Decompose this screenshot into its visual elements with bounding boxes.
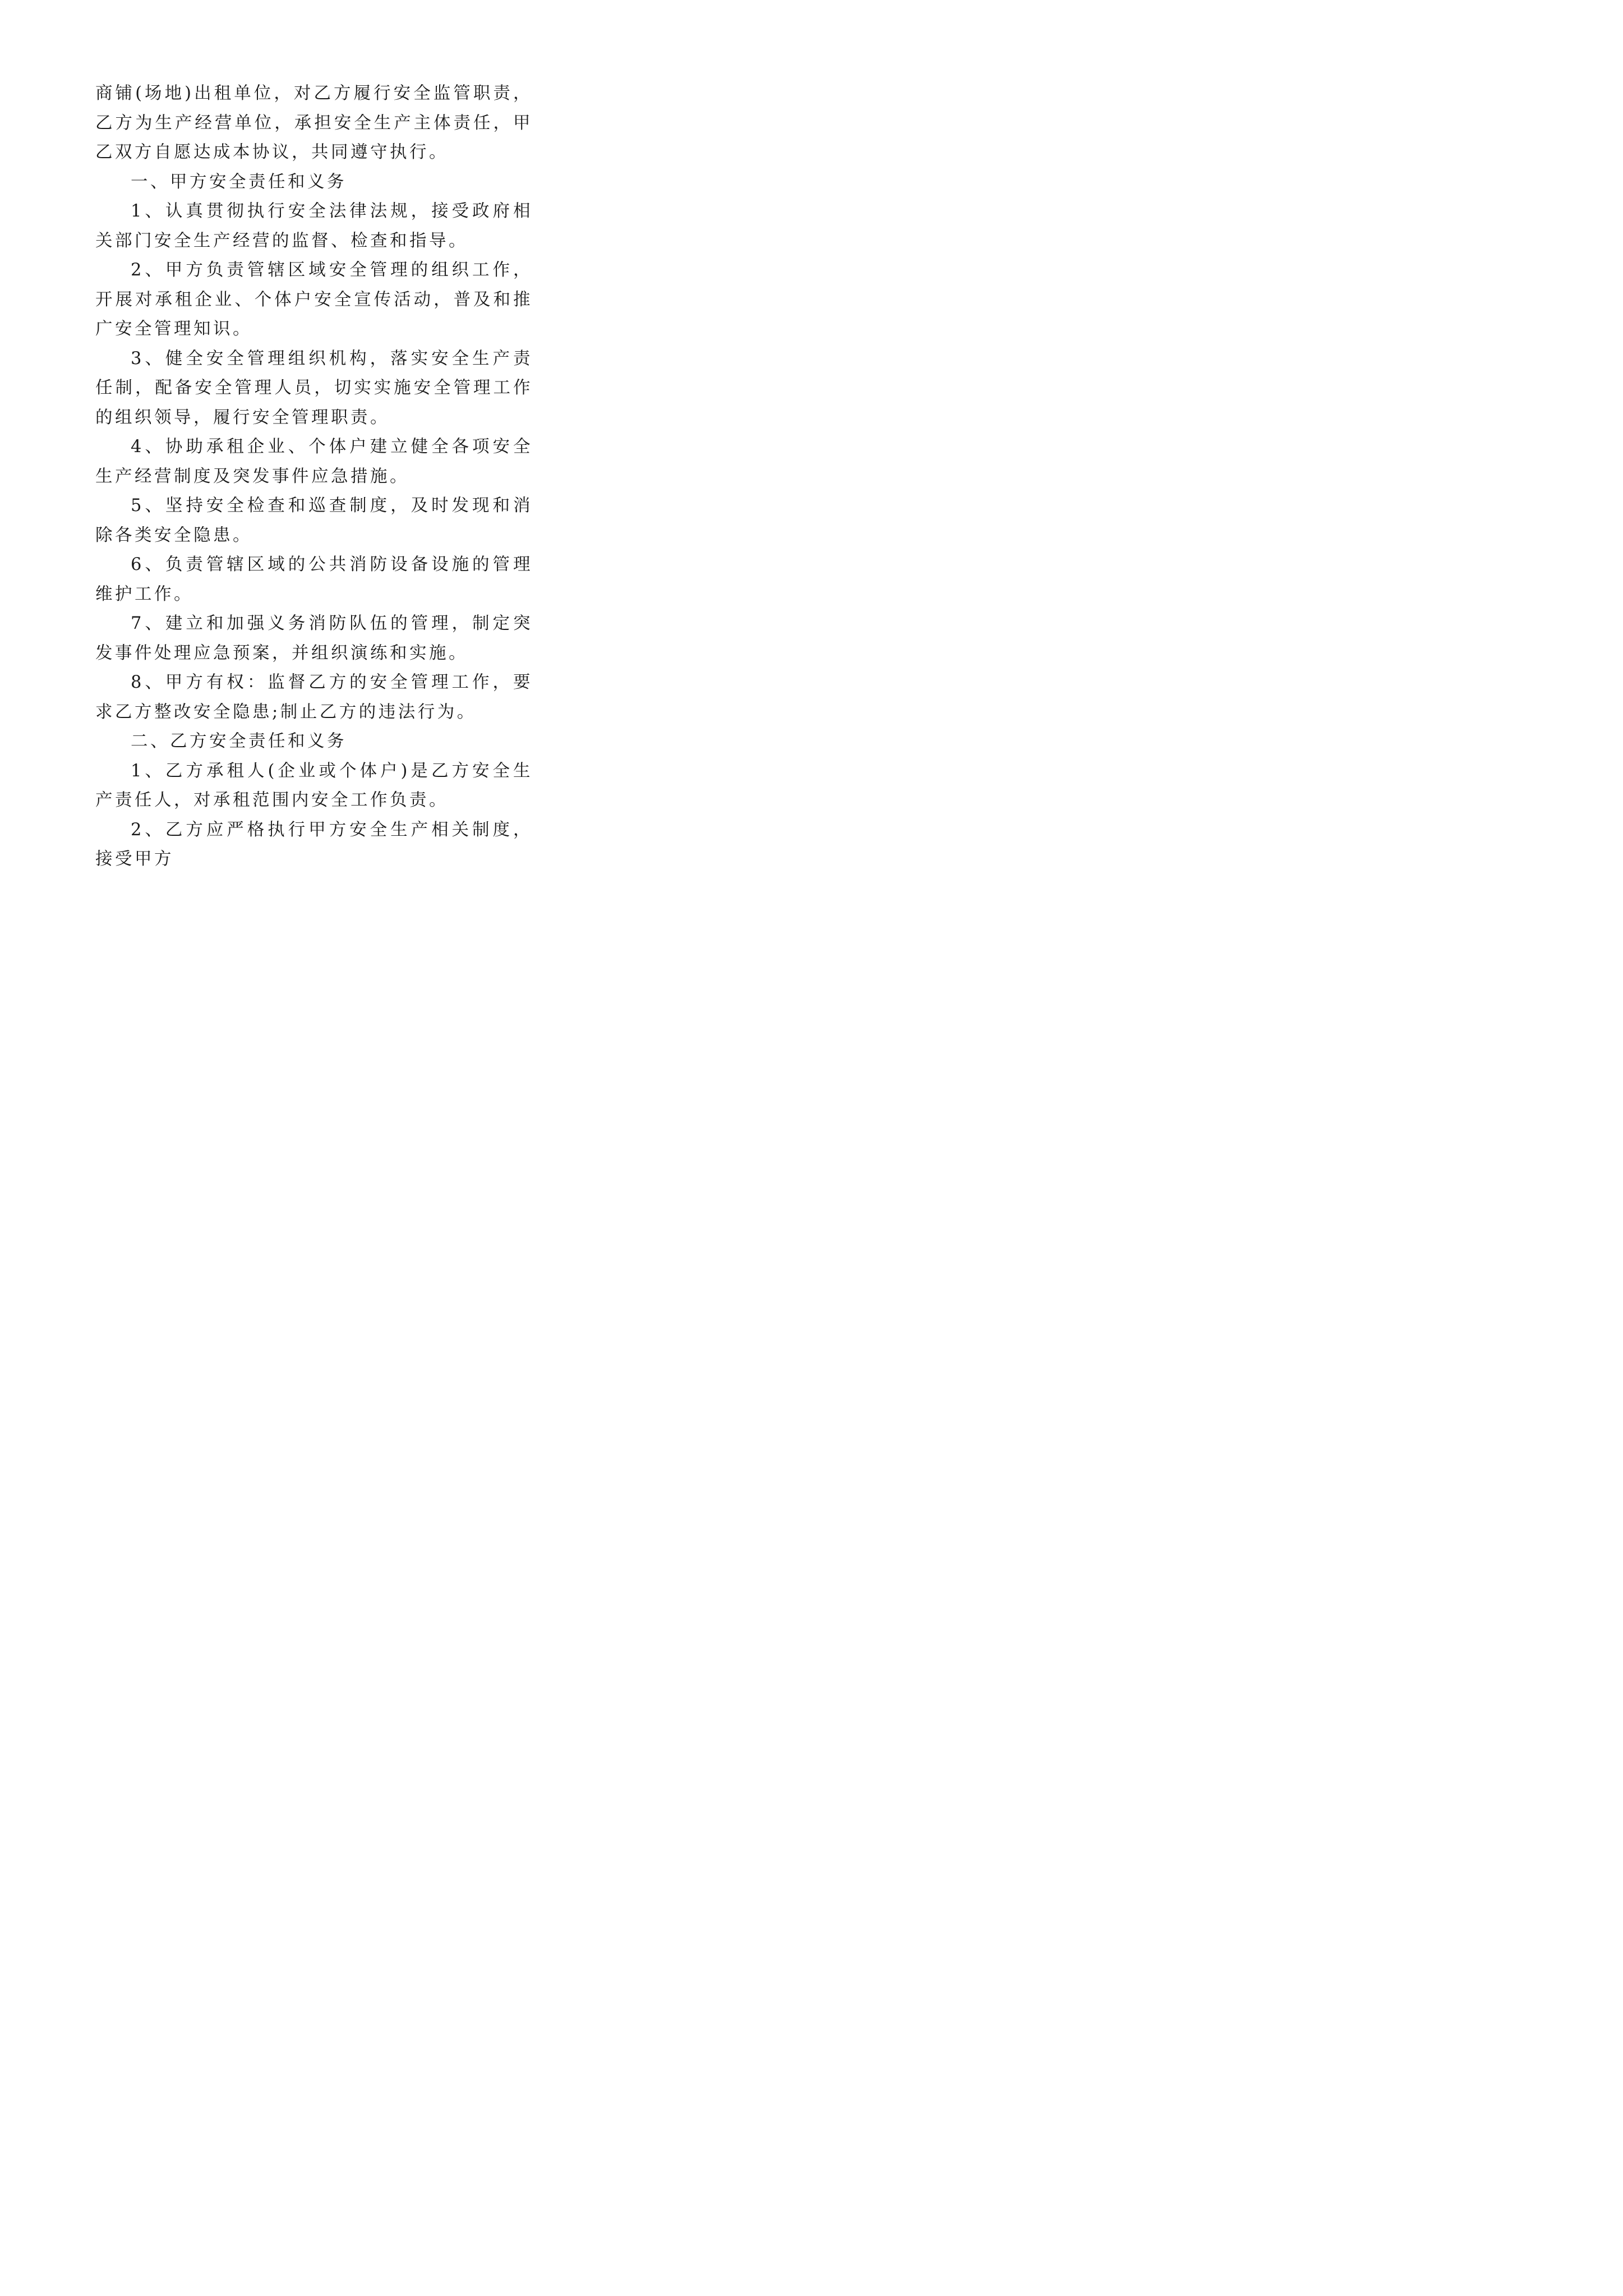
clause-a3: 3、健全安全管理组织机构，落实安全生产责任制，配备安全管理人员，切实实施安全管理工作的组织领导，履行安全管理职责。 [95,348,533,427]
clause-a6: 6、负责管辖区域的公共消防设备设施的管理维护工作。 [95,555,533,604]
paragraph-intro: 商铺(场地)出租单位，对乙方履行安全监管职责，乙方为生产经营单位，承担安全生产主体责任，甲乙双方自愿达成本协议，共同遵守执行。 [95,84,533,162]
document-page [0,0,619,875]
clause-a7: 7、建立和加强义务消防队伍的管理，制定突发事件处理应急预案，并组织演练和实施。 [95,614,533,663]
section-heading-party-b: 二、乙方安全责任和义务 [131,731,347,751]
clause-a1: 1、认真贯彻执行安全法律法规，接受政府相关部门安全生产经营的监督、检查和指导。 [95,201,533,251]
clause-b2: 2、乙方应严格执行甲方安全生产相关制度，接受甲方 [95,820,533,869]
clause-b1: 1、乙方承租人(企业或个体户)是乙方安全生产责任人，对承租范围内安全工作负责。 [95,761,533,810]
clause-a4: 4、协助承租企业、个体户建立健全各项安全生产经营制度及突发事件应急措施。 [95,437,533,486]
clause-a2: 2、甲方负责管辖区域安全管理的组织工作，开展对承租企业、个体户安全宣传活动，普及和推广安全管理知识。 [95,260,533,339]
document-body [95,79,533,875]
clause-a5: 5、坚持安全检查和巡查制度，及时发现和消除各类安全隐患。 [95,496,533,545]
clause-a8: 8、甲方有权：监督乙方的安全管理工作，要求乙方整改安全隐患;制止乙方的违法行为。 [95,673,533,722]
section-heading-party-a: 一、甲方安全责任和义务 [131,172,347,192]
